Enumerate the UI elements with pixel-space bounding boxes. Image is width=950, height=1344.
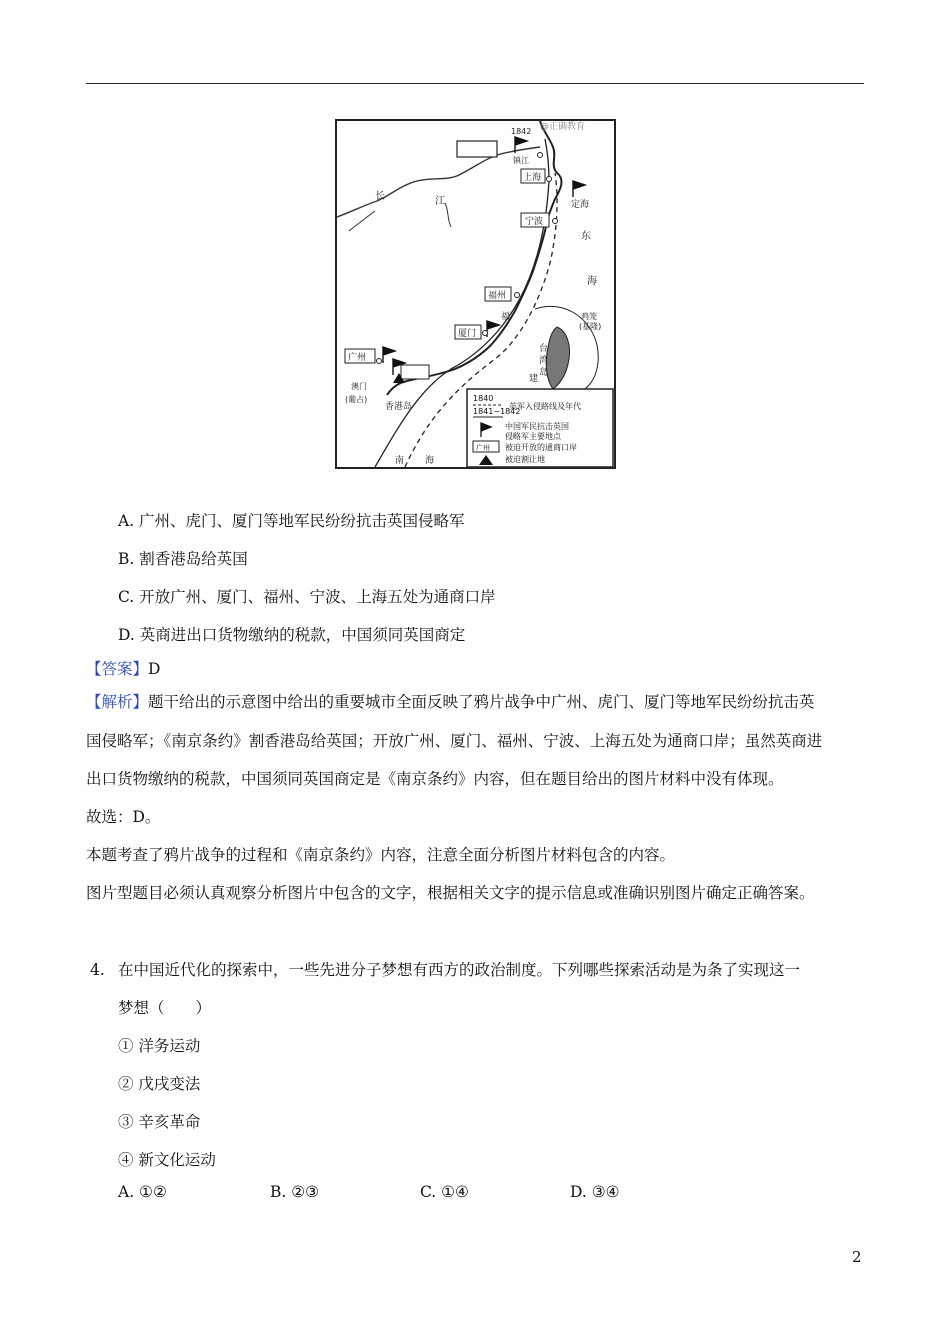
legend-ceded: 被迫割让地 (505, 455, 545, 464)
analysis-line-1 (86, 692, 815, 712)
map-city-shanghai: 上海 (523, 173, 542, 183)
analysis-note-1: 本题考查了鸦片战争的过程和《南京条约》内容，注意全面分析图片材料包含的内容。 (86, 846, 676, 864)
map-region-tai: 台 (539, 344, 549, 354)
port-zhenjiang (538, 153, 543, 158)
q4-item-1: ① 洋务运动 (118, 1037, 201, 1055)
legend-year-1841: 1841~1842 (473, 407, 521, 416)
option-a: A. 广州、虎门、厦门等地军民纷纷抗击英国侵略军 (118, 512, 465, 530)
map-region-jiang: 江 (435, 196, 445, 207)
header-rule (86, 83, 864, 84)
map-city-fuzhou: 福州 (488, 291, 507, 301)
map-region-jilong-note: (基隆) (579, 322, 602, 331)
map-city-macau: 澳门 (351, 382, 367, 391)
legend-title: 英军入侵路线及年代 (509, 402, 581, 411)
legend-ports: 被迫开放的通商口岸 (505, 443, 577, 452)
map-region-nanhai: 海 (425, 456, 435, 466)
map-city-dinghai: 定海 (571, 200, 590, 210)
page-number: 2 (852, 1248, 862, 1266)
option-d: D. 英商进出口货物缴纳的税款，中国须同英国商定 (118, 626, 466, 644)
opium-war-map (335, 119, 616, 469)
answer-tag: 【答案】 (86, 660, 149, 678)
map-city-zhenjiang: 镇江 (513, 156, 529, 165)
analysis-tag: 【解析】 (86, 693, 149, 711)
empty-label-box (457, 141, 497, 157)
q4-option-c: C. ①④ (420, 1183, 469, 1201)
q4-stem-2: 梦想（ ） (118, 999, 212, 1017)
legend-resistance-2: 侵略军主要地点 (505, 432, 561, 441)
map-region-fu: 福 (501, 312, 511, 322)
map-city-macau-note: (葡占) (345, 395, 368, 404)
map-legend (467, 389, 613, 467)
q4-option-d: D. ③④ (570, 1183, 620, 1201)
legend-box-label: 广州 (476, 444, 490, 452)
legend-resistance: 中国军民抗击英国 (505, 422, 569, 431)
humen-box (401, 365, 429, 379)
q4-item-3: ③ 辛亥革命 (118, 1113, 201, 1131)
option-c: C. 开放广州、厦门、福州、宁波、上海五处为通商口岸 (118, 588, 496, 606)
map-region-dong: 东 (581, 231, 591, 242)
q4-item-4: ④ 新文化运动 (118, 1151, 216, 1169)
port-xiamen (483, 331, 488, 336)
legend-year-1840: 1840 (473, 394, 494, 403)
q4-stem-1: 在中国近代化的探索中，一些先进分子梦想有西方的政治制度。下列哪些探索活动是为条了实现这一 (118, 961, 801, 979)
answer-line (86, 659, 160, 679)
q4-item-2: ② 戊戌变法 (118, 1075, 201, 1093)
analysis-text-1: 题干给出的示意图中给出的重要城市全面反映了鸦片战争中广州、虎门、厦门等地军民纷纷抗击英 (148, 693, 815, 711)
map-region-jilong: 鸡笼 (581, 312, 597, 321)
map-region-wan: 湾 (539, 356, 549, 366)
q4-option-a: A. ①② (118, 1183, 167, 1201)
map-region-dao: 岛 (539, 368, 549, 378)
q4-option-b: B. ②③ (270, 1183, 320, 1201)
map-city-guangzhou: 广州 (348, 353, 367, 363)
map-watermark: @正确教育 (539, 122, 585, 132)
analysis-choice: 故选：D。 (86, 808, 161, 826)
map-year-top: 1842 (511, 127, 532, 136)
map-city-xiamen: 厦门 (458, 329, 477, 339)
answer-value: D (148, 660, 161, 678)
option-b: B. 割香港岛给英国 (118, 550, 248, 568)
q4-number: 4. (90, 961, 105, 979)
port-shanghai (547, 177, 552, 182)
analysis-line-3: 出口货物缴纳的税款，中国须同英国商定是《南京条约》内容，但在题目给出的图片材料中没有体现。 (86, 770, 784, 788)
port-guangzhou (377, 359, 382, 364)
analysis-note-2: 图片型题目必须认真观察分析图片中包含的文字，根据相关文字的提示信息或准确识别图片确定正确答案。 (86, 884, 815, 902)
map-region-jian: 建 (529, 374, 539, 384)
map-city-ningbo: 宁波 (525, 217, 544, 227)
map-region-nan: 南 (395, 456, 405, 466)
port-fuzhou (515, 293, 520, 298)
port-ningbo (553, 219, 558, 224)
map-region-chang: 长 (375, 191, 385, 202)
analysis-line-2: 国侵略军；《南京条约》割香港岛给英国；开放广州、厦门、福州、宁波、上海五处为通商口岸；虽然英商进 (86, 732, 823, 750)
map-city-hongkong: 香港岛 (385, 402, 413, 412)
map-region-hai: 海 (587, 276, 597, 287)
